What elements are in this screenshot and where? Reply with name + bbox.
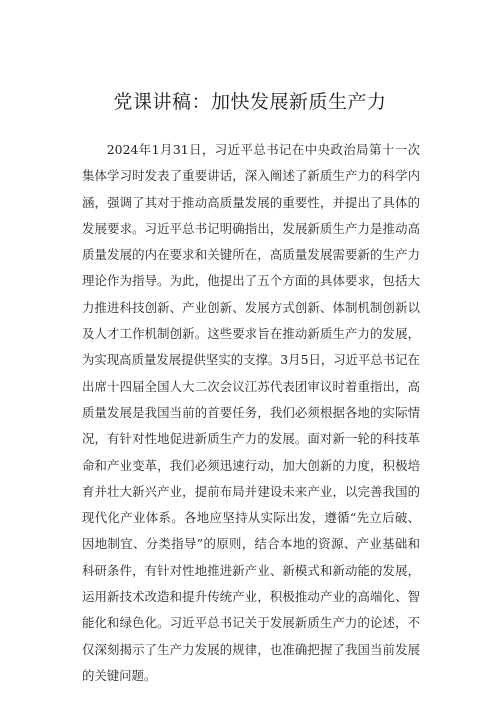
document-title: 党课讲稿：加快发展新质生产力: [113, 91, 387, 113]
body-paragraph: 2024年1月31日，习近平总书记在中央政治局第十一次集体学习时发表了重要讲话，深入阐述了新质生产力的科学内涵，强调了其对于推动高质量发展的重要性，并提出了具体的发展要求。习近平总书记明确指出，发展新质生产力是推动高质量发展的内在要求和关键所在，高质量发展需要新的生产力理论作为指导。为此，他提出了五个方面的具体要求，包括大力推进科技创新、产业创新、发展方式创新、体制机制创新以及人才工作机制创新。这些要求旨在推动新质生产力的发展，为实现高质量发展提供坚实的支撑。3月5日，习近平总书记在出席十四届全国人大二次会议江苏代表团审议时着重指出，高质量发展是我国当前的首要任务，我们必须根据各地的实际情况，有针对性地促进新质生产力的发展。面对新一轮的科技革命和产业变革，我们必须迅速行动，加大创新的力度，积极培育并壮大新兴产业，提前布局并建设未来产业，以完善我国的现代化产业体系。各地应坚持从实际出发，遵循“先立后破、因地制宜、分类指导”的原则，结合本地的资源、产业基础和科研条件，有针对性地推进新产业、新模式和新动能的发展，运用新技术改造和提升传统产业，积极推动产业的高端化、智能化和绿色化。习近平总书记关于发展新质生产力的论述，不仅深刻揭示了生产力发展的规律，也准确把握了我国当前发展的关键问题。: [82, 142, 420, 683]
